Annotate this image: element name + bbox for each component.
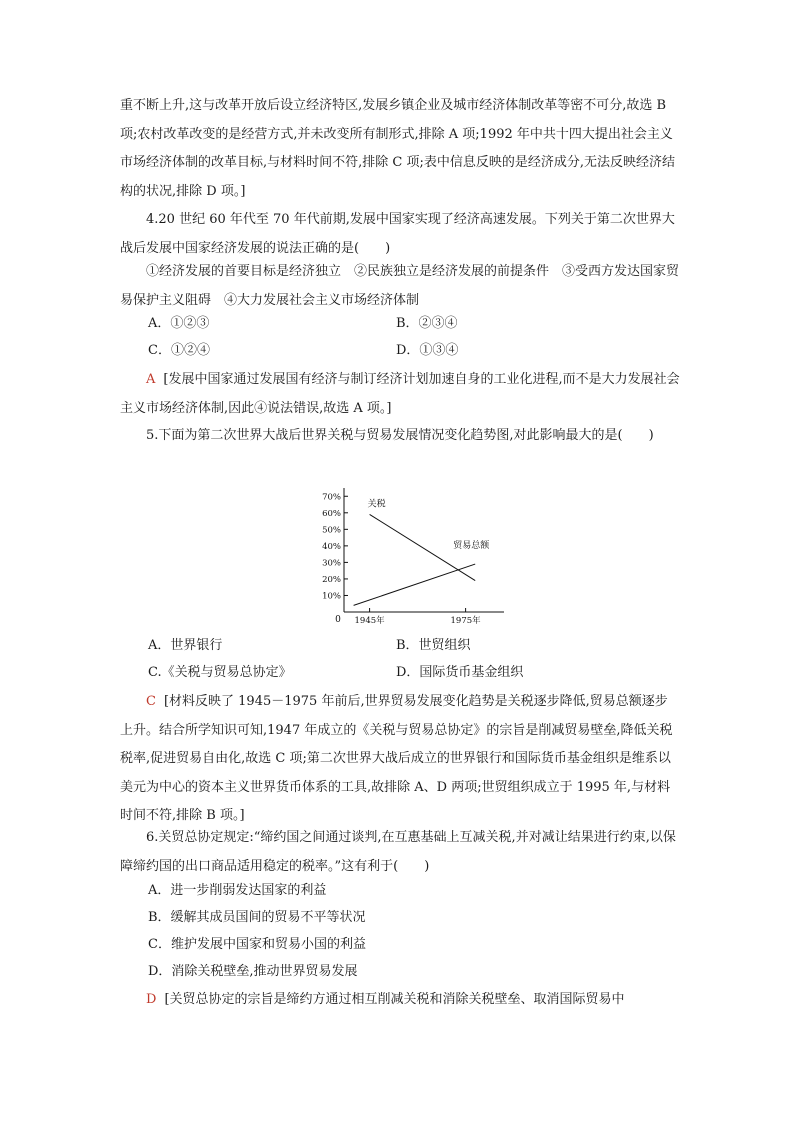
q4-option-c[interactable]: C．①②④: [148, 343, 210, 358]
y-tick-label: 30%: [322, 558, 341, 569]
chart-origin-label: 0: [335, 615, 341, 624]
chart-labels: [322, 492, 490, 624]
q4-answer-letter: A: [146, 372, 156, 387]
q6-answer-letter: D: [146, 992, 157, 1007]
q4-option-d[interactable]: D．①③④: [396, 343, 459, 358]
y-tick-label: 10%: [322, 591, 341, 602]
y-tick-label: 60%: [322, 508, 341, 519]
q6-option-d[interactable]: D．消除关税壁垒,推动世界贸易发展: [148, 964, 358, 979]
q6-option-c[interactable]: C．维护发展中国家和贸易小国的利益: [148, 937, 366, 952]
q4-explanation: [发展中国家通过发展国有经济与制订经济计划加速自身的工业化进程,而不是大力发展社会主义市场经济体制,因此④说法错误,故选 A 项。]: [120, 372, 680, 416]
q5-option-a[interactable]: A．世界银行: [148, 638, 223, 653]
q4-stem: 4.20 世纪 60 年代至 70 年代前期,发展中国家实现了经济高速发展。下列关于第二次世界大战后发展中国家经济发展的说法正确的是( ): [120, 212, 675, 256]
y-tick-label: 70%: [322, 492, 341, 503]
x-tick-label: 1945年: [354, 616, 385, 624]
series-label-tariff: 关税: [367, 499, 386, 510]
q5-option-b[interactable]: B．世贸组织: [396, 638, 471, 653]
tariff-trade-chart: [308, 484, 508, 624]
q4-answer-block: [120, 366, 680, 423]
q6-option-a[interactable]: A．进一步削弱发达国家的利益: [148, 883, 327, 898]
previous-explanation: 重不断上升,这与改革开放后设立经济特区,发展乡镇企业及城市经济体制改革等密不可分,故选 B 项;农村改革改变的是经营方式,并未改变所有制形式,排除 A 项;1992 年中共十四大提出社会主义市场经济体制的改革目标,与材料时间不符,排除 C 项;表中信息反映的是经济成分,无法反映经济结构的状况,排除 D 项。]: [120, 98, 675, 199]
q5-option-c[interactable]: C.《关税与贸易总协定》: [148, 665, 292, 680]
q4-option-b[interactable]: B．②③④: [396, 316, 458, 331]
chart-ticks: [344, 496, 466, 612]
y-tick-label: 20%: [322, 574, 341, 585]
x-tick-label: 1975年: [450, 616, 481, 624]
q6-explanation: [关贸总协定的宗旨是缔约方通过相互削减关税和消除关税壁垒、取消国际贸易中: [164, 992, 625, 1007]
q5-answer-letter: C: [146, 694, 156, 709]
chart-svg: [308, 484, 508, 624]
y-tick-label: 40%: [322, 541, 341, 552]
q4-statements: ①经济发展的首要目标是经济独立 ②民族独立是经济发展的前提条件 ③受西方发达国家贸易保护主义阻碍 ④大力发展社会主义市场经济体制: [120, 264, 680, 308]
q5-answer-block: [120, 688, 680, 831]
q5-explanation: [材料反映了 1945－1975 年前后,世界贸易发展变化趋势是关税逐步降低,贸易总额逐步上升。结合所学知识可知,1947 年成立的《关税与贸易总协定》的宗旨是削减贸易壁垒,降低关税税率,促进贸易自由化,故选 C 项;第二次世界大战后成立的世界银行和国际货币基金组织是维系以美元为中心的资本主义世界货币体系的工具,故排除 A、D 两项;世贸组织成立于 1995 年,与材料时间不符,排除 B 项。]: [120, 694, 673, 823]
y-tick-label: 50%: [322, 525, 341, 536]
series-line-trade-total: [354, 564, 476, 605]
q4-option-a[interactable]: A．①②③: [148, 316, 210, 331]
q6-stem: 6.关贸总协定规定:“缔约国之间通过谈判,在互惠基础上互减关税,并对减让结果进行约束,以保障缔约国的出口商品适用稳定的税率。”这有利于( ): [120, 830, 676, 874]
q6-answer-block: [120, 986, 680, 1015]
series-label-trade-total: 贸易总额: [453, 541, 490, 552]
chart-lines: [354, 514, 476, 605]
q6-option-b[interactable]: B．缓解其成员国间的贸易不平等状况: [148, 910, 366, 925]
q5-stem: 5.下面为第二次世界大战后世界关税与贸易发展情况变化趋势图,对此影响最大的是( ): [146, 428, 654, 443]
q5-option-d[interactable]: D．国际货币基金组织: [396, 665, 524, 680]
